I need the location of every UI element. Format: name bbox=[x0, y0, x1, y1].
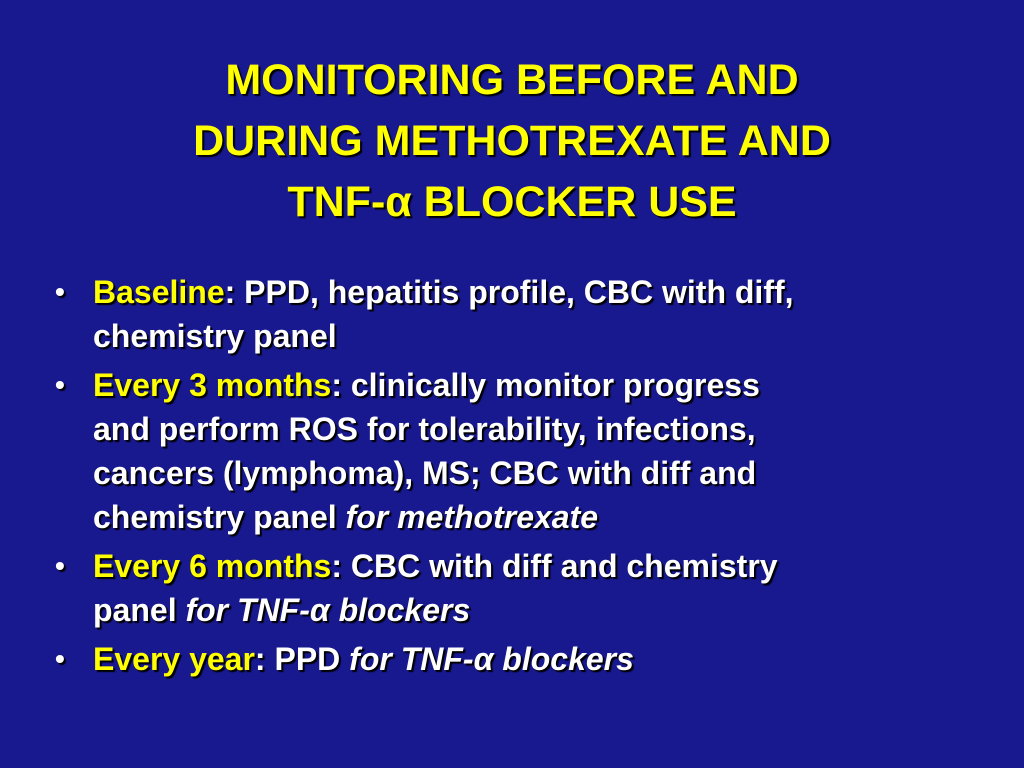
title-line-1: MONITORING BEFORE AND bbox=[225, 56, 799, 104]
bullet-text: chemistry panel bbox=[93, 318, 337, 354]
bullet-baseline bbox=[55, 270, 985, 358]
bullet-text: cancers (lymphoma), MS; CBC with diff and bbox=[93, 455, 757, 491]
bullet-every-3-months bbox=[55, 363, 985, 539]
bullet-lead: Every 3 months bbox=[93, 367, 332, 403]
title-line-2: DURING METHOTREXATE AND bbox=[193, 117, 831, 165]
bullet-every-6-months bbox=[55, 544, 985, 632]
bullet-every-year bbox=[55, 637, 985, 681]
bullet-text: : CBC with diff and chemistry bbox=[331, 548, 778, 584]
bullet-text: panel bbox=[93, 592, 186, 628]
bullet-italic-tail: for TNF-α blockers bbox=[185, 592, 471, 628]
bullet-lead: Every 6 months bbox=[93, 548, 332, 584]
bullet-text: : PPD, hepatitis profile, CBC with diff, bbox=[224, 274, 794, 310]
bullet-dot-icon: • bbox=[55, 643, 65, 674]
bullet-list bbox=[55, 270, 985, 686]
bullet-italic-tail: for TNF-α blockers bbox=[349, 641, 634, 677]
bullet-dot-icon: • bbox=[55, 369, 65, 400]
bullet-text: and perform ROS for tolerability, infections, bbox=[93, 411, 756, 447]
slide-title bbox=[60, 50, 964, 233]
bullet-text: : clinically monitor progress bbox=[331, 367, 760, 403]
title-line-3: TNF-α BLOCKER USE bbox=[287, 178, 737, 226]
bullet-text: chemistry panel bbox=[93, 499, 346, 535]
bullet-lead: Baseline bbox=[93, 274, 225, 310]
bullet-dot-icon: • bbox=[55, 276, 65, 307]
bullet-text: : PPD bbox=[254, 641, 350, 677]
bullet-lead: Every year bbox=[93, 641, 255, 677]
bullet-dot-icon: • bbox=[55, 550, 65, 581]
bullet-italic-tail: for methotrexate bbox=[345, 499, 599, 535]
